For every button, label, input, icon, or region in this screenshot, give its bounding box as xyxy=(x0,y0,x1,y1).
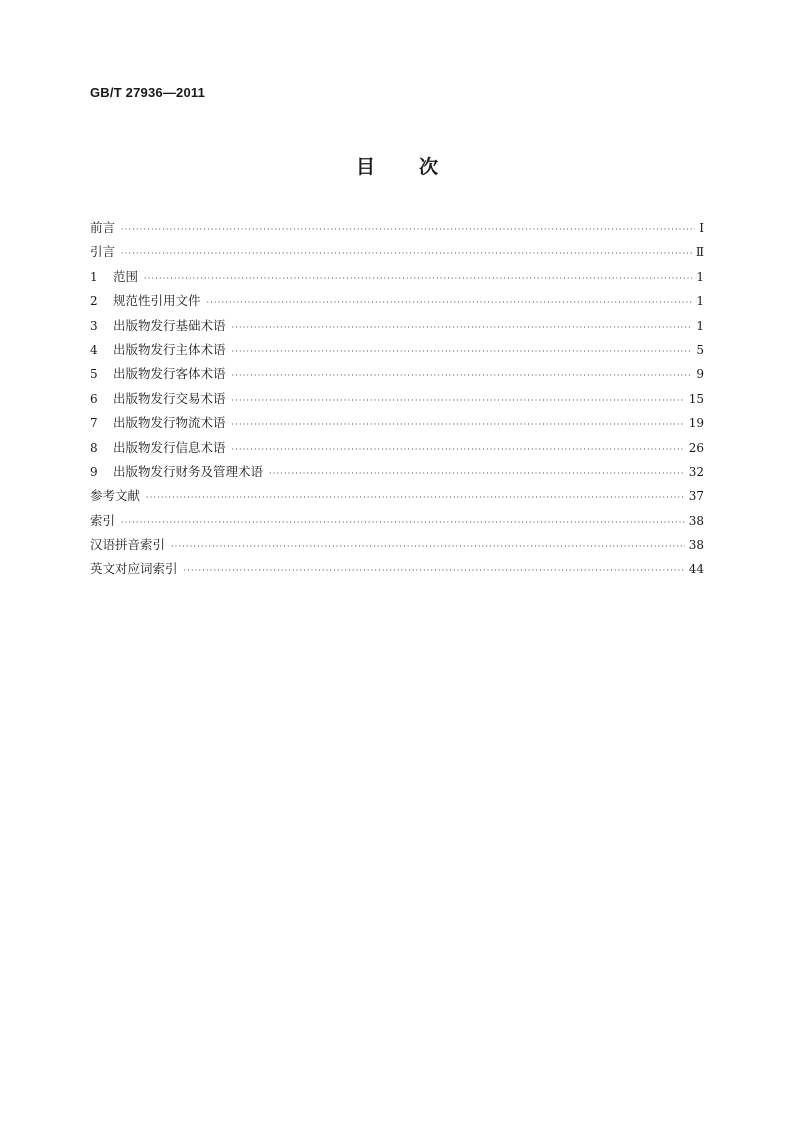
toc-entry-page: 19 xyxy=(688,416,704,431)
table-of-contents xyxy=(90,216,704,582)
standard-code: GB/T 27936—2011 xyxy=(90,85,206,100)
toc-entry-8[interactable] xyxy=(90,436,704,460)
toc-entry-number: 2 xyxy=(90,294,98,309)
toc-leader-dots xyxy=(232,364,693,388)
toc-entry-foreword[interactable] xyxy=(90,216,704,240)
toc-entry-number: 5 xyxy=(90,367,98,382)
toc-entry-page: 38 xyxy=(688,513,704,528)
toc-entry-label: 前言 xyxy=(90,220,116,235)
toc-leader-dots xyxy=(144,267,692,291)
toc-entry-label: 范围 xyxy=(113,268,139,284)
page-title: 目次 xyxy=(355,156,482,178)
toc-entry-number: 1 xyxy=(90,269,98,284)
toc-entry-number: 4 xyxy=(90,342,98,357)
toc-entry-label: 出版物发行客体术语 xyxy=(113,366,226,382)
toc-entry-page: 5 xyxy=(696,342,704,357)
toc-entry-label: 索引 xyxy=(90,512,116,528)
toc-entry-label: 出版物发行信息术语 xyxy=(113,439,226,455)
toc-entry-number: 6 xyxy=(90,391,98,406)
toc-entry-number: 3 xyxy=(90,318,98,333)
toc-entry-page: 1 xyxy=(696,294,704,309)
toc-entry-number: 9 xyxy=(90,464,98,479)
toc-entry-label: 英文对应词索引 xyxy=(90,561,178,577)
toc-leader-dots xyxy=(232,340,693,364)
toc-leader-dots xyxy=(146,486,685,510)
toc-entry-label: 出版物发行物流术语 xyxy=(113,415,226,431)
toc-entry-9[interactable] xyxy=(90,460,704,484)
toc-leader-dots xyxy=(121,511,685,535)
toc-entry-page: 1 xyxy=(696,318,704,333)
toc-entry-label: 出版物发行主体术语 xyxy=(113,341,226,357)
toc-entry-page: Ⅱ xyxy=(695,245,704,260)
toc-entry-number: 8 xyxy=(90,440,98,455)
toc-entry-page: 9 xyxy=(696,367,704,382)
toc-entry-page: 26 xyxy=(688,440,704,455)
toc-entry-introduction[interactable] xyxy=(90,240,704,264)
toc-leader-dots xyxy=(232,316,693,340)
toc-entry-3[interactable] xyxy=(90,314,704,338)
toc-entry-label: 出版物发行基础术语 xyxy=(113,317,226,333)
toc-entry-4[interactable] xyxy=(90,338,704,362)
toc-entry-page: 1 xyxy=(696,269,704,284)
toc-entry-page: 32 xyxy=(688,464,704,479)
toc-leader-dots xyxy=(232,389,685,413)
toc-entry-page: 44 xyxy=(688,562,704,577)
toc-entry-label: 出版物发行交易术语 xyxy=(113,390,226,406)
toc-leader-dots xyxy=(232,413,685,437)
toc-leader-dots xyxy=(184,559,685,583)
toc-entry-label: 引言 xyxy=(90,244,116,260)
toc-entry-1[interactable] xyxy=(90,265,704,289)
toc-leader-dots xyxy=(121,218,695,242)
toc-entry-index[interactable] xyxy=(90,509,704,533)
toc-leader-dots xyxy=(121,242,692,266)
toc-entry-label: 参考文献 xyxy=(90,488,141,504)
toc-entry-pinyin-index[interactable] xyxy=(90,533,704,557)
toc-entry-page: Ⅰ xyxy=(699,221,704,235)
toc-entry-label: 汉语拼音索引 xyxy=(90,537,166,553)
toc-leader-dots xyxy=(171,535,685,559)
toc-entry-bibliography[interactable] xyxy=(90,484,704,508)
toc-entry-english-index[interactable] xyxy=(90,557,704,581)
toc-entry-2[interactable] xyxy=(90,289,704,313)
toc-entry-6[interactable] xyxy=(90,387,704,411)
toc-entry-label: 规范性引用文件 xyxy=(113,293,201,309)
toc-entry-7[interactable] xyxy=(90,411,704,435)
toc-entry-page: 37 xyxy=(688,489,704,504)
toc-leader-dots xyxy=(232,438,685,462)
toc-entry-number: 7 xyxy=(90,416,98,431)
toc-entry-label: 出版物发行财务及管理术语 xyxy=(113,463,264,479)
toc-entry-page: 15 xyxy=(688,391,704,406)
toc-entry-page: 38 xyxy=(688,538,704,553)
toc-leader-dots xyxy=(269,462,685,486)
toc-leader-dots xyxy=(207,291,693,315)
toc-entry-5[interactable] xyxy=(90,362,704,386)
